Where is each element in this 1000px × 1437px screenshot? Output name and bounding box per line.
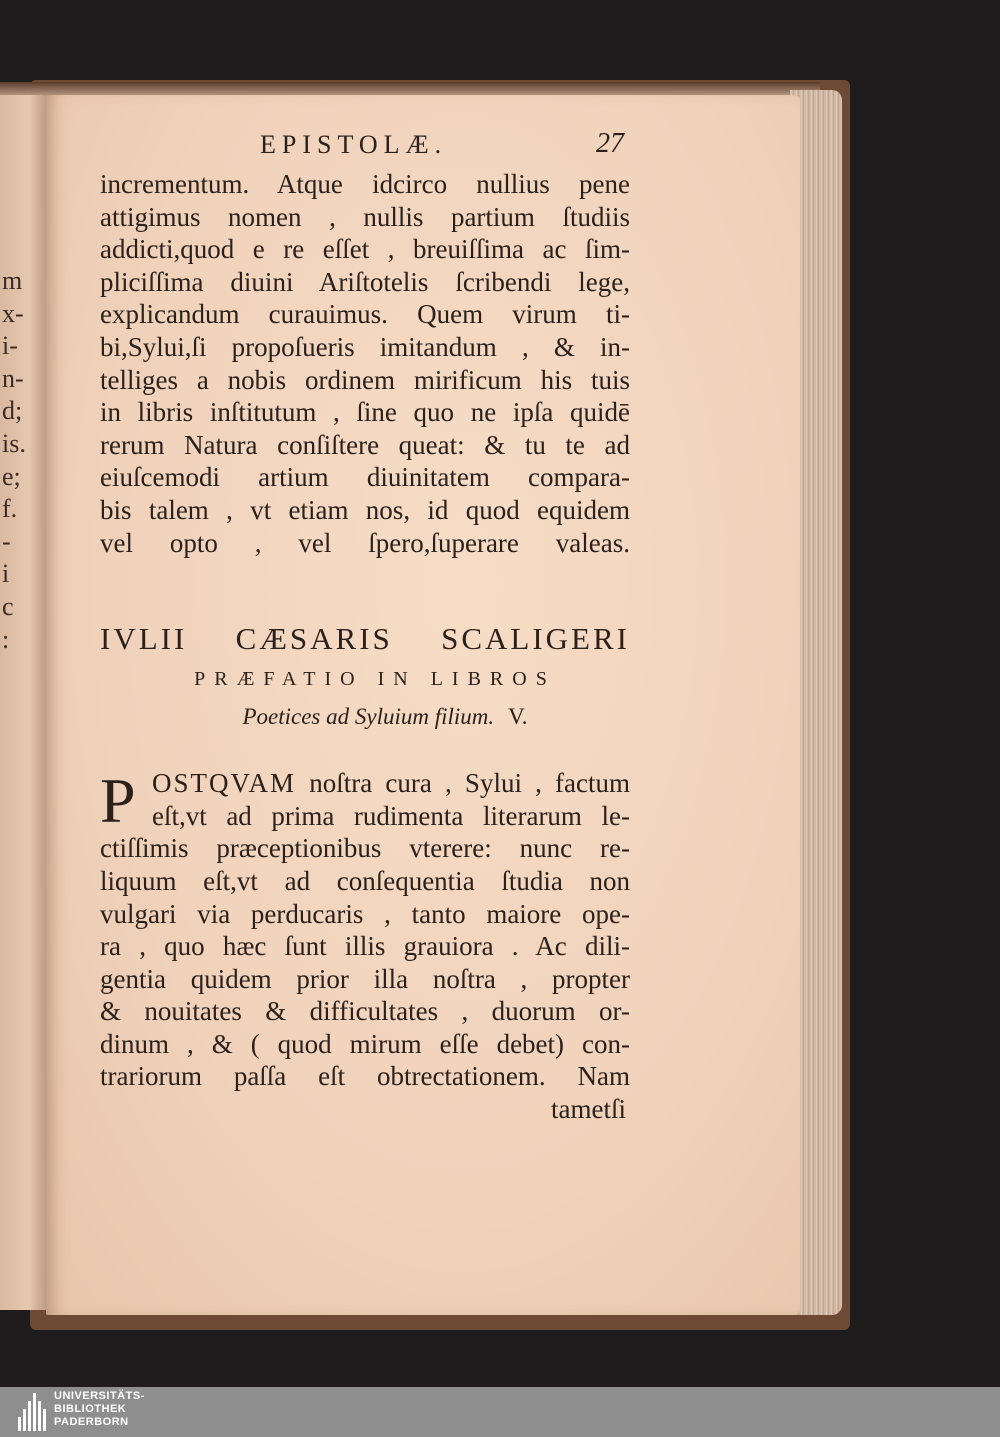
text-line: telliges a nobis ordinem mirificum his tuis — [100, 364, 630, 395]
left-edge-fragment: is. — [2, 428, 26, 458]
paragraph-2-second-line: eſt,vt ad prima rudimenta literarum le- — [152, 800, 630, 831]
paragraph-2-lines — [100, 832, 630, 1093]
page-header — [100, 128, 630, 168]
left-edge-fragment: n- — [2, 363, 24, 393]
text-line: liquum eſt,vt ad conſequentia ſtudia non — [100, 865, 630, 896]
library-logo-text — [54, 1390, 145, 1429]
text-line: bi,Sylui,ſi propoſueris imitandum , & in- — [100, 331, 630, 362]
text-line: rerum Natura conſiſtere queat: & tu te ad — [100, 429, 630, 460]
left-edge-fragment: i — [2, 559, 10, 589]
left-edge-fragment: - — [2, 526, 11, 556]
text-line: & nouitates & difficultates , duorum or- — [100, 996, 630, 1027]
catchword: tametſi — [551, 1094, 626, 1125]
subtitle-number: V. — [508, 704, 528, 730]
left-edge-fragment: f. — [2, 494, 18, 524]
text-line: vulgari via perducaris , tanto maiore ope- — [100, 898, 630, 929]
left-edge-fragment: : — [2, 624, 10, 654]
paragraph-2 — [100, 767, 630, 1126]
left-edge-fragment: x- — [2, 298, 24, 328]
text-line: trariorum paſſa eſt obtrectationem. Nam — [100, 1061, 630, 1092]
library-logo-icon — [18, 1393, 48, 1431]
left-edge-fragment: d; — [2, 396, 23, 426]
paragraph-2-first-line — [100, 767, 630, 800]
text-line: ra , quo hæc ſunt illis grauiora . Ac dili- — [100, 931, 630, 962]
text-line: gentia quidem prior illa noſtra , propter — [100, 963, 630, 994]
text-line: incrementum. Atque idcirco nullius pene — [100, 169, 630, 199]
text-line: ctiſſimis præceptionibus vterere: nunc re- — [100, 833, 630, 864]
text-line: eiuſcemodi artium diuinitatem compara- — [100, 462, 630, 493]
left-edge-fragment: m — [2, 266, 23, 295]
paragraph-1 — [100, 168, 630, 559]
text-line: explicandum curauimus. Quem virum ti- — [100, 299, 630, 330]
section-subtitle: PRÆFATIO IN LIBROS — [194, 668, 556, 691]
subtitle-italic-text: Poetices ad Syluium filium. — [242, 704, 495, 730]
opening-smallcaps: OSTQVAM — [152, 768, 297, 799]
text-line: bis talem , vt etiam nos, id quod equidem — [100, 494, 630, 525]
logo-line-2: BIBLIOTHEK — [54, 1403, 127, 1415]
text-line: pliciſſima diuini Ariſtotelis ſcribendi lege, — [100, 266, 630, 297]
logo-line-1: UNIVERSITÄTS- — [54, 1390, 145, 1402]
text-line: vel opto , vel ſpero,ſuperare valeas. — [100, 527, 630, 558]
library-footer — [0, 1387, 1000, 1437]
section-subtitle-italic — [100, 697, 630, 737]
page-number: 27 — [596, 128, 624, 159]
text-line: dinum , & ( quod mirum eſſe debet) con- — [100, 1028, 630, 1059]
text-line: attigimus nomen , nullis partium ſtudiis — [100, 201, 630, 232]
text-line: addicti,quod e re eſſet , breuiſſima ac ſim- — [100, 234, 630, 265]
page-text — [100, 128, 630, 1126]
left-edge-fragment: c — [2, 591, 14, 621]
section-title: IVLII CÆSARIS SCALIGERI — [100, 621, 630, 657]
left-edge-fragment: i- — [2, 331, 18, 361]
left-page-text-fragments — [2, 265, 42, 656]
first-line-rest: noſtra cura , Sylui , factum — [309, 768, 631, 799]
book-top-edge — [0, 82, 820, 96]
logo-line-3: PADERBORN — [54, 1416, 129, 1428]
left-page — [0, 95, 48, 1310]
text-line: in libris inſtitutum , ſine quo ne ipſa quidē — [100, 397, 630, 428]
running-head: EPISTOLÆ. — [260, 130, 448, 159]
drop-cap: P — [100, 765, 136, 837]
left-edge-fragment: e; — [2, 461, 21, 491]
